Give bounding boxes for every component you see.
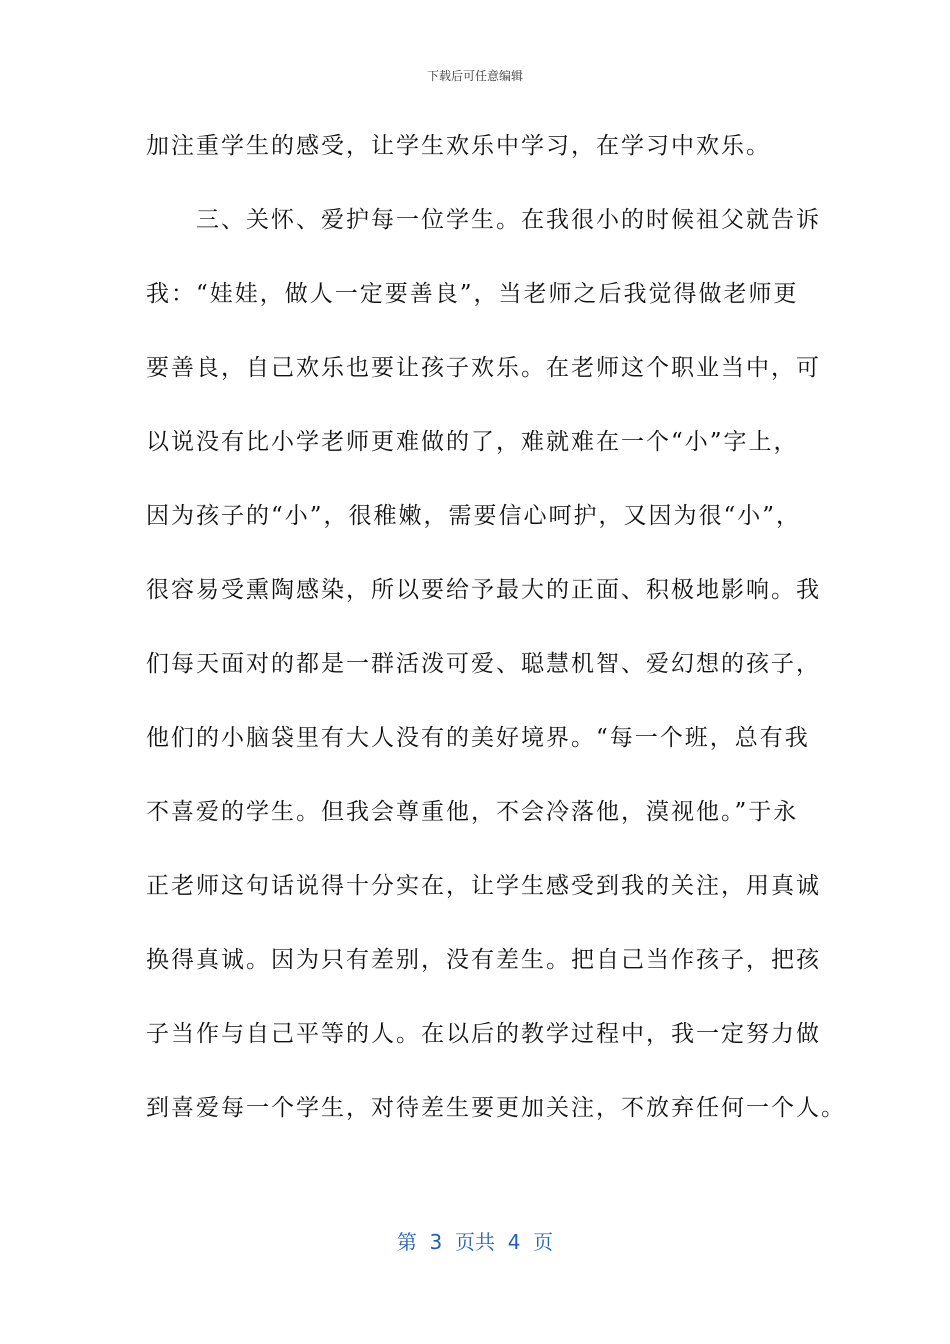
text-line: 正老师这句话说得十分实在，让学生感受到我的关注，用真诚	[146, 873, 821, 899]
text-line: 们每天面对的都是一群活泼可爱、聪慧机智、爱幻想的孩子，	[146, 651, 821, 677]
text-line: 他们的小脑袋里有大人没有的美好境界。“每一个班，总有我	[146, 725, 810, 751]
page-number-footer: 第 3 页共 4 页	[396, 1230, 554, 1254]
text-line: 子当作与自己平等的人。在以后的教学过程中，我一定努力做	[146, 1021, 821, 1047]
text-line: 三、关怀、爱护每一位学生。在我很小的时候祖父就告诉	[146, 207, 821, 233]
text-line: 我：“娃娃，做人一定要善良”，当老师之后我觉得做老师更	[146, 281, 799, 307]
text-line: 换得真诚。因为只有差别，没有差生。把自己当作孩子，把孩	[146, 947, 821, 973]
text-line: 因为孩子的“小”，很稚嫩，需要信心呵护，又因为很“小”，	[146, 503, 802, 529]
text-line: 很容易受熏陶感染，所以要给予最大的正面、积极地影响。我	[146, 577, 821, 603]
text-line: 以说没有比小学老师更难做的了，难就难在一个“小”字上，	[146, 429, 799, 455]
text-line: 不喜爱的学生。但我会尊重他，不会冷落他，漠视他。”于永	[146, 799, 799, 825]
text-line: 加注重学生的感受，让学生欢乐中学习，在学习中欢乐。	[146, 133, 771, 159]
text-line: 要善良，自己欢乐也要让孩子欢乐。在老师这个职业当中，可	[146, 355, 821, 381]
page-header-note: 下载后可任意编辑	[426, 69, 523, 83]
document-body	[146, 126, 846, 1162]
text-line: 到喜爱每一个学生，对待差生要更加关注，不放弃任何一个人。	[146, 1095, 846, 1121]
